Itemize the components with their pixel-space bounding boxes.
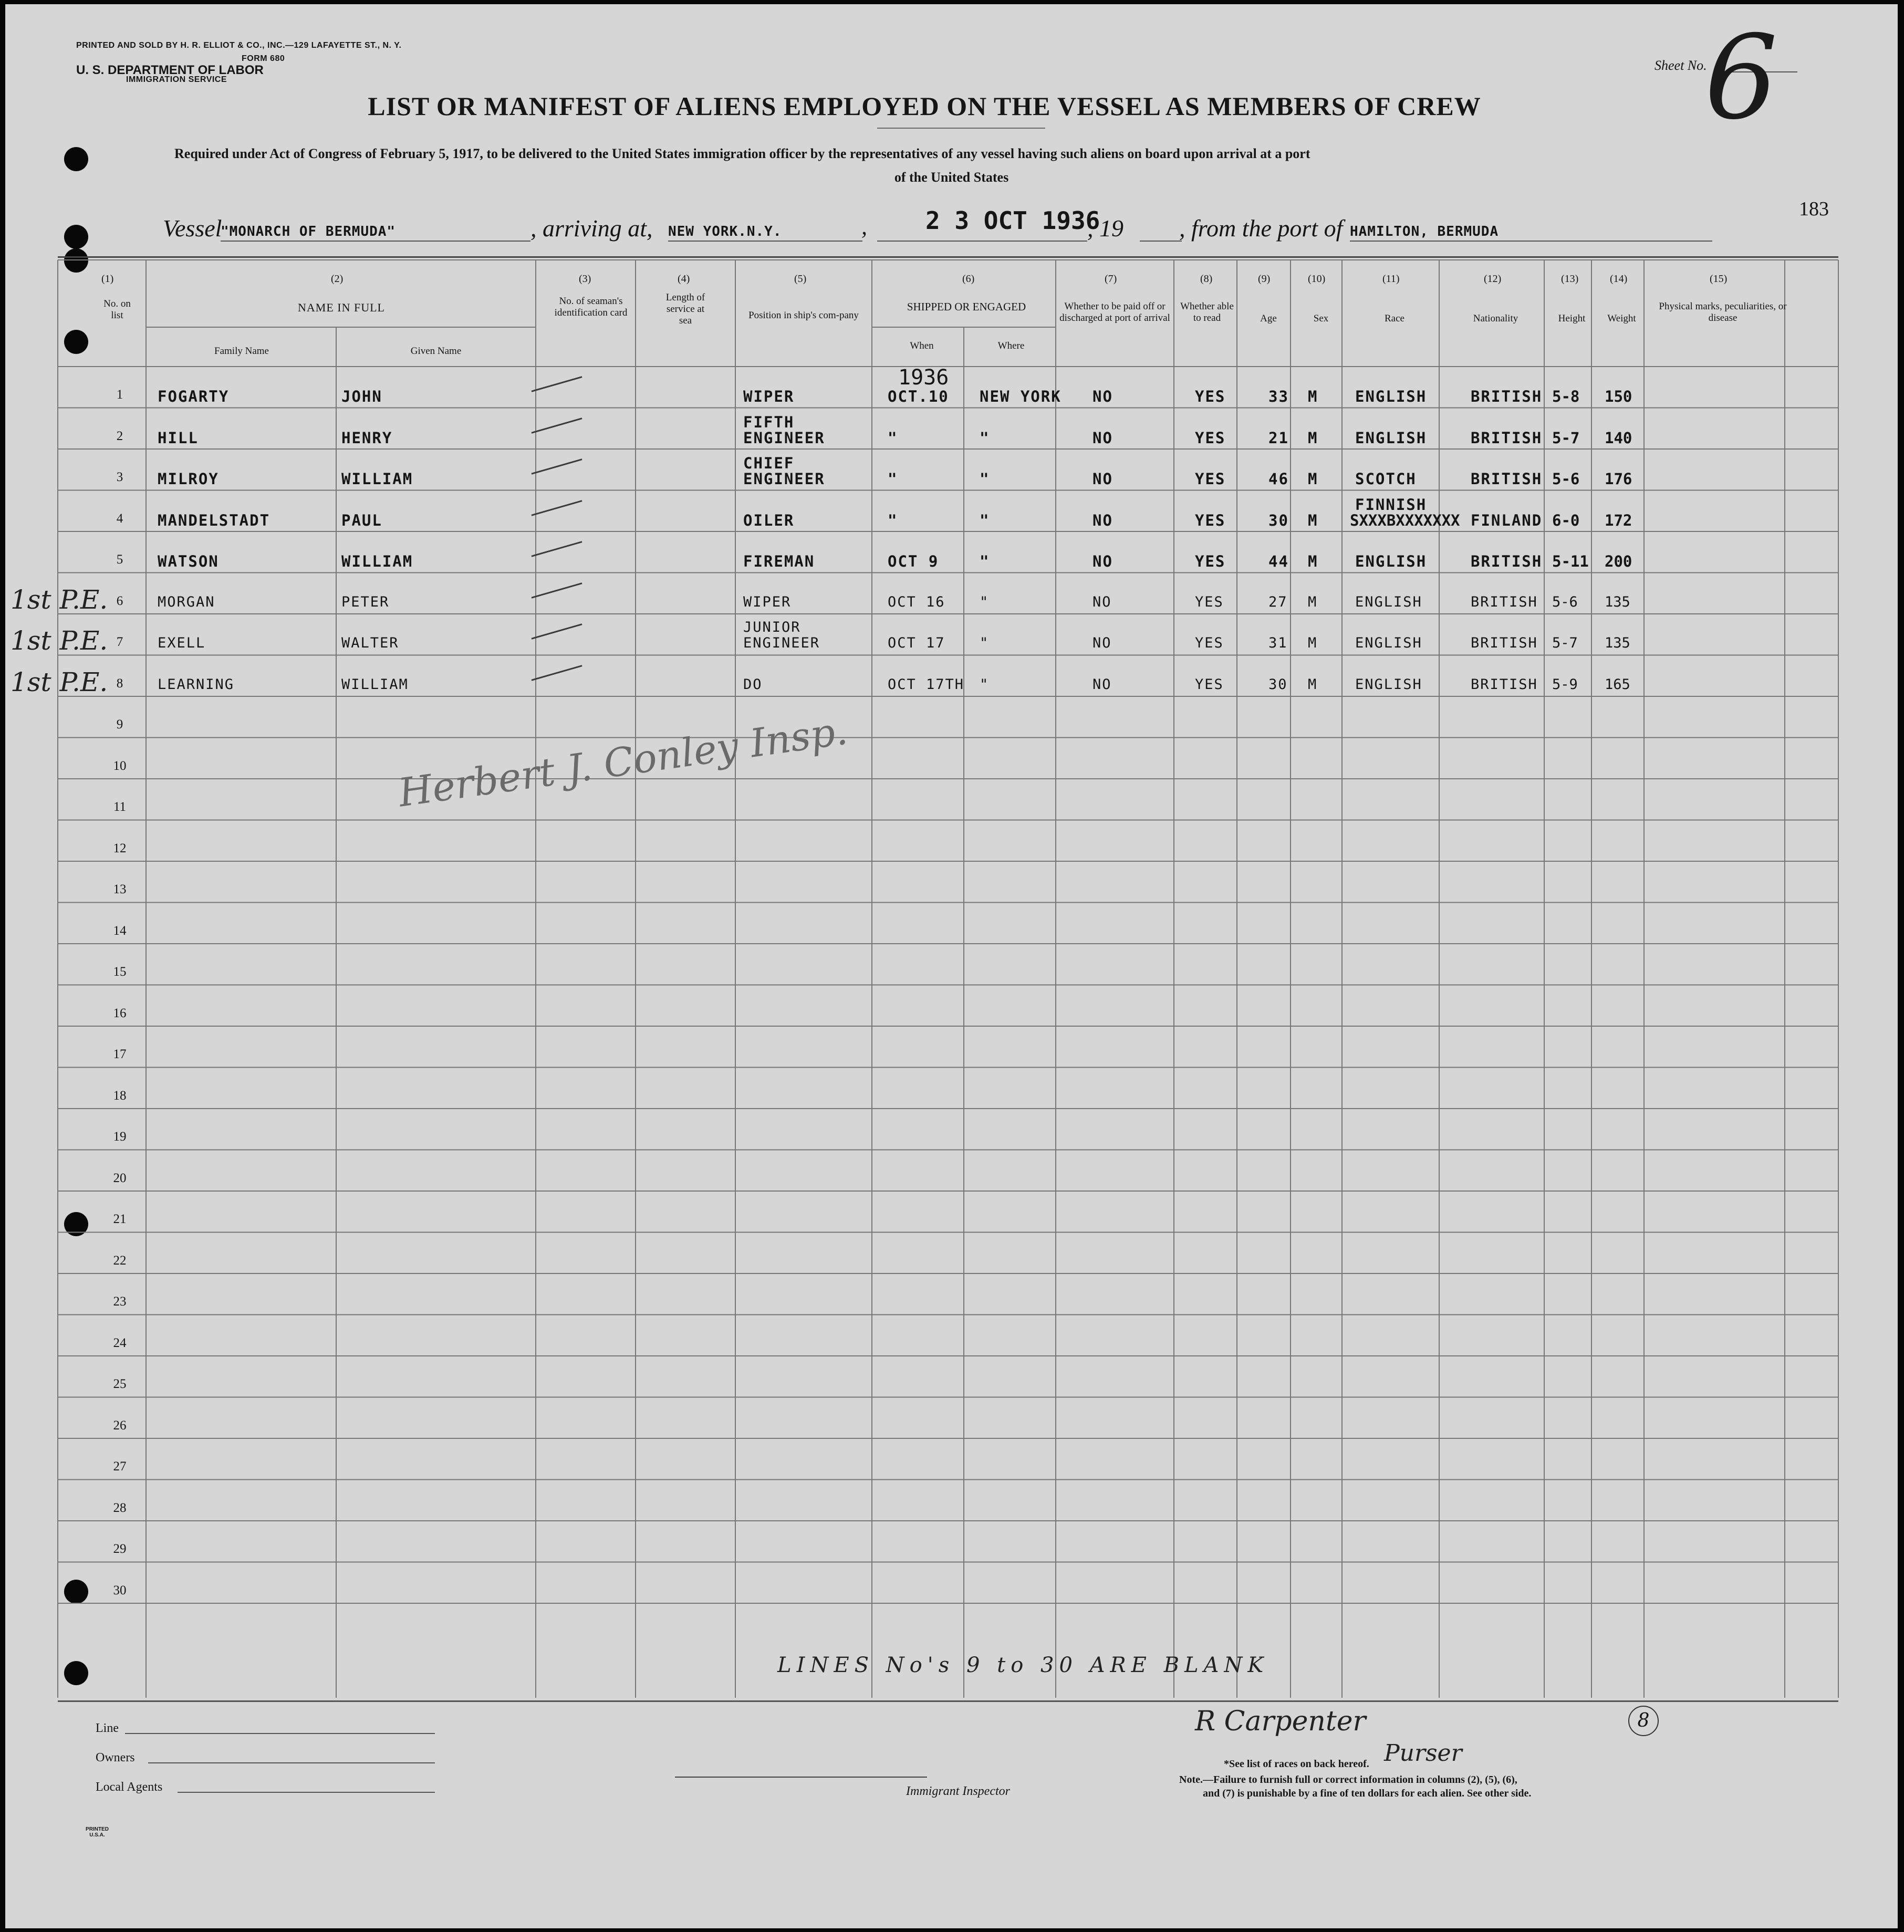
- given-name: HENRY: [341, 429, 393, 447]
- vessel-name: "MONARCH OF BERMUDA": [221, 224, 396, 239]
- position: JUNIOR: [743, 619, 801, 635]
- row-number: 3: [116, 470, 123, 484]
- col-2-label: NAME IN FULL: [298, 301, 385, 314]
- col-3-num: (3): [579, 273, 591, 285]
- col-5-num: (5): [794, 273, 807, 285]
- margin-annotation: 1st P.E.: [11, 625, 108, 656]
- height: 5-9: [1552, 676, 1578, 693]
- manifest-sheet: [5, 4, 1898, 1928]
- sheet-label: Sheet No.: [1655, 58, 1707, 73]
- weight: 135: [1605, 593, 1630, 610]
- year-label: , 19: [1087, 215, 1123, 242]
- position: ENGINEER: [743, 635, 820, 651]
- height: 5-8: [1552, 388, 1580, 405]
- age: 30: [1268, 511, 1289, 529]
- height: 5-7: [1552, 429, 1580, 447]
- sex: M: [1308, 593, 1318, 610]
- sex: M: [1308, 511, 1318, 529]
- department: U. S. DEPARTMENT OF LABOR: [76, 63, 264, 77]
- row-number: 28: [113, 1500, 127, 1515]
- purser-title: Purser: [1384, 1740, 1462, 1767]
- row-number: 17: [113, 1047, 127, 1061]
- height: 5-6: [1552, 470, 1580, 488]
- printed-mark: PRINTED U.S.A.: [86, 1826, 109, 1838]
- position: OILER: [743, 511, 795, 529]
- given-name: WALTER: [341, 635, 399, 651]
- row-number: 13: [113, 882, 127, 896]
- weight: 200: [1605, 552, 1632, 570]
- col-9-label: Age: [1260, 313, 1277, 324]
- shipped-when: OCT 17TH: [888, 676, 965, 693]
- vessel-label: Vessel: [163, 215, 222, 242]
- row-number: 4: [116, 511, 123, 526]
- age: 44: [1268, 552, 1289, 570]
- row-number: 16: [113, 1006, 127, 1020]
- shipped-when: ": [888, 429, 898, 447]
- weight: 150: [1605, 388, 1632, 405]
- row-number: 11: [113, 800, 127, 814]
- family-name: EXELL: [158, 635, 206, 651]
- row-number: 21: [113, 1212, 127, 1226]
- service: IMMIGRATION SERVICE: [126, 75, 227, 84]
- position: ENGINEER: [743, 470, 825, 488]
- col-7-label: Whether to be paid off or discharged at port of arrival: [1059, 301, 1170, 323]
- owners-field: [148, 1762, 435, 1763]
- col-6-num: (6): [962, 273, 975, 285]
- where-header: Where: [997, 340, 1025, 351]
- given-name: JOHN: [341, 388, 382, 405]
- row-number: 12: [113, 841, 127, 855]
- position: WIPER: [743, 593, 792, 610]
- row-number: 10: [113, 758, 127, 773]
- able-to-read: YES: [1195, 593, 1224, 610]
- col-14-num: (14): [1610, 273, 1628, 285]
- row-number: 1: [116, 388, 123, 402]
- position: FIFTH: [743, 413, 795, 431]
- able-to-read: YES: [1195, 635, 1224, 651]
- family-name: MILROY: [158, 470, 219, 488]
- sex: M: [1308, 429, 1318, 447]
- col-15-label: Physical marks, peculiarities, or disease: [1659, 301, 1787, 323]
- race: ENGLISH: [1355, 388, 1427, 405]
- given-name: PETER: [341, 593, 390, 610]
- shipped-where: ": [980, 429, 990, 447]
- age: 30: [1268, 676, 1288, 693]
- row-number: 9: [116, 717, 123, 732]
- shipped-when: ": [888, 511, 898, 529]
- nationality: BRITISH: [1471, 593, 1538, 610]
- race: ENGLISH: [1355, 676, 1422, 693]
- sheet-number: 6: [1704, 11, 1778, 145]
- col-8-label: Whether able to read: [1180, 301, 1234, 323]
- col-13-num: (13): [1561, 273, 1579, 285]
- position: WIPER: [743, 388, 795, 405]
- nationality: BRITISH: [1471, 635, 1538, 651]
- family-name-header: Family Name: [214, 346, 269, 357]
- row-number: 30: [113, 1583, 127, 1597]
- page-number: 183: [1799, 198, 1829, 220]
- able-to-read: YES: [1195, 429, 1226, 447]
- race: ENGLISH: [1355, 429, 1427, 447]
- purser-signature: R Carpenter: [1195, 1706, 1366, 1737]
- age: 31: [1268, 635, 1288, 651]
- arriving-port: NEW YORK.N.Y.: [668, 224, 782, 239]
- shipped-where: ": [980, 552, 990, 570]
- height: 5-11: [1552, 552, 1589, 570]
- local-agents-label: Local Agents: [96, 1780, 163, 1794]
- weight: 176: [1605, 470, 1632, 488]
- fine-note-1: Note.—Failure to furnish full or correct information in columns (2), (5), (6),: [1179, 1774, 1517, 1785]
- paid-off: NO: [1093, 388, 1113, 405]
- height: 5-6: [1552, 593, 1578, 610]
- height: 5-7: [1552, 635, 1578, 651]
- position: CHIEF: [743, 454, 795, 472]
- margin-annotation: 1st P.E.: [11, 584, 108, 615]
- given-name-header: Given Name: [410, 346, 462, 357]
- col-1-label: No. on list: [103, 298, 131, 321]
- sex: M: [1308, 470, 1318, 488]
- race: FINNISH: [1355, 495, 1427, 514]
- family-name: WATSON: [158, 552, 219, 570]
- row-number: 6: [116, 593, 123, 608]
- row-number: 26: [113, 1418, 127, 1433]
- paid-off: NO: [1093, 593, 1112, 610]
- arriving-label: , arriving at,: [530, 215, 653, 242]
- age: 33: [1268, 388, 1289, 405]
- row-number: 20: [113, 1171, 127, 1185]
- sex: M: [1308, 552, 1318, 570]
- shipped-when: OCT.10: [888, 388, 949, 405]
- col-9-num: (9): [1258, 273, 1271, 285]
- weight: 165: [1605, 676, 1630, 693]
- line-label: Line: [96, 1721, 119, 1735]
- weight: 135: [1605, 635, 1630, 651]
- sex: M: [1308, 635, 1318, 651]
- row-number: 29: [113, 1542, 127, 1556]
- age: 27: [1268, 593, 1288, 610]
- col-14-label: Weight: [1607, 313, 1636, 324]
- from-label: , from the port of: [1179, 215, 1343, 242]
- date-stamp: 2 3 OCT 1936: [925, 206, 1100, 235]
- family-name: MANDELSTADT: [158, 511, 270, 529]
- shipped-when: ": [888, 470, 898, 488]
- row-number: 19: [113, 1130, 127, 1144]
- row-number: 8: [116, 676, 123, 691]
- paid-off: NO: [1093, 429, 1113, 447]
- able-to-read: YES: [1195, 552, 1226, 570]
- paid-off: NO: [1093, 470, 1113, 488]
- row-number: 27: [113, 1459, 127, 1474]
- able-to-read: YES: [1195, 511, 1226, 529]
- col-11-label: Race: [1385, 313, 1404, 324]
- col-11-num: (11): [1382, 273, 1400, 285]
- blank-lines-note: LINES No's 9 to 30 ARE BLANK: [777, 1653, 1269, 1677]
- row-number: 2: [116, 429, 123, 443]
- shipped-when: OCT 9: [888, 552, 939, 570]
- paid-off: NO: [1093, 676, 1112, 693]
- shipped-where: ": [980, 470, 990, 488]
- race: SCOTCH: [1355, 470, 1417, 488]
- height: 6-0: [1552, 511, 1580, 529]
- nationality: BRITISH: [1471, 470, 1543, 488]
- race: ENGLISH: [1355, 593, 1422, 610]
- shipped-where: ": [980, 635, 990, 651]
- inspector-line: [675, 1777, 927, 1778]
- comma-separator: ,: [861, 214, 867, 239]
- family-name: FOGARTY: [158, 388, 230, 405]
- nationality: BRITISH: [1471, 552, 1543, 570]
- table-grid: [5, 4, 1898, 1928]
- inspector-label: Immigrant Inspector: [906, 1784, 1010, 1798]
- col-10-num: (10): [1308, 273, 1326, 285]
- position: DO: [743, 676, 763, 693]
- paid-off: NO: [1093, 552, 1113, 570]
- row-number: 7: [116, 635, 123, 649]
- col-10-label: Sex: [1313, 313, 1329, 324]
- race: ENGLISH: [1355, 552, 1427, 570]
- from-port: HAMILTON, BERMUDA: [1350, 224, 1499, 239]
- sex: M: [1308, 388, 1318, 405]
- nationality: BRITISH: [1471, 388, 1543, 405]
- col-4-num: (4): [678, 273, 690, 285]
- nationality: BRITISH: [1471, 429, 1543, 447]
- row-number: 5: [116, 552, 123, 567]
- col-2-num: (2): [331, 273, 344, 285]
- footer-rule: [58, 1700, 1838, 1702]
- line-field: [125, 1733, 435, 1734]
- able-to-read: YES: [1195, 388, 1226, 405]
- age: 21: [1268, 429, 1289, 447]
- col-7-num: (7): [1105, 273, 1117, 285]
- shipped-where: ": [980, 593, 990, 610]
- row-number: 24: [113, 1335, 127, 1350]
- race: ENGLISH: [1355, 635, 1422, 651]
- paid-off: NO: [1093, 635, 1112, 651]
- shipped-where: NEW YORK: [980, 388, 1062, 405]
- weight: 140: [1605, 429, 1632, 447]
- row-number: 25: [113, 1377, 127, 1391]
- weight: 172: [1605, 511, 1632, 529]
- fine-note-2: and (7) is punishable by a fine of ten dollars for each alien. See other side.: [1203, 1788, 1532, 1799]
- family-name: HILL: [158, 429, 199, 447]
- col-12-num: (12): [1484, 273, 1502, 285]
- local-agents-field: [178, 1792, 435, 1793]
- col-3-label: No. of seaman's identification card: [554, 296, 628, 318]
- col-13-label: Height: [1558, 313, 1586, 324]
- page-title: LIST OR MANIFEST OF ALIENS EMPLOYED ON THE VESSEL AS MEMBERS OF CREW: [368, 91, 1481, 121]
- nationality: FINLAND: [1471, 511, 1543, 529]
- shipped-when: OCT 17: [888, 635, 945, 651]
- col-8-num: (8): [1200, 273, 1213, 285]
- row-number: 23: [113, 1294, 127, 1309]
- col-4-label: Length of service at sea: [665, 292, 705, 326]
- requirement-text-2: of the United States: [894, 170, 1009, 185]
- shipped-when: OCT 16: [888, 593, 945, 610]
- printer-credit: PRINTED AND SOLD BY H. R. ELLIOT & CO., INC.—129 LAFAYETTE ST., N. Y.: [76, 41, 402, 50]
- shipped-where: ": [980, 676, 990, 693]
- position: FIREMAN: [743, 552, 815, 570]
- given-name: WILLIAM: [341, 552, 413, 570]
- circled-number: 8: [1628, 1706, 1659, 1736]
- family-name: LEARNING: [158, 676, 235, 693]
- family-name: MORGAN: [158, 593, 215, 610]
- col-15-num: (15): [1710, 273, 1728, 285]
- given-name: WILLIAM: [341, 470, 413, 488]
- row-number: 18: [113, 1088, 127, 1103]
- row-number: 14: [113, 923, 127, 938]
- margin-annotation: 1st P.E.: [11, 666, 108, 697]
- sex: M: [1308, 676, 1318, 693]
- inspector-signature: Herbert J. Conley Insp.: [396, 708, 850, 816]
- able-to-read: YES: [1195, 470, 1226, 488]
- owners-label: Owners: [96, 1751, 135, 1764]
- form-number: FORM 680: [242, 54, 285, 63]
- given-name: PAUL: [341, 511, 382, 529]
- paid-off: NO: [1093, 511, 1113, 529]
- requirement-text: Required under Act of Congress of February 5, 1917, to be delivered to the United States immigration officer by the representatives of any vessel having such aliens on board upon arrival at a port: [174, 146, 1310, 161]
- col-6-label: SHIPPED OR ENGAGED: [907, 300, 1026, 313]
- col-1-num: (1): [101, 273, 114, 285]
- able-to-read: YES: [1195, 676, 1224, 693]
- shipped-year: 1936: [898, 365, 949, 390]
- when-header: When: [910, 340, 934, 351]
- row-number: 22: [113, 1253, 127, 1268]
- col-12-label: Nationality: [1473, 313, 1518, 324]
- position: ENGINEER: [743, 429, 825, 447]
- shipped-where: ": [980, 511, 990, 529]
- nationality: BRITISH: [1471, 676, 1538, 693]
- row-number: 15: [113, 965, 127, 979]
- age: 46: [1268, 470, 1289, 488]
- race-struck: SXXXBXXXXXXX: [1350, 511, 1460, 529]
- given-name: WILLIAM: [341, 676, 409, 693]
- col-5-label: Position in ship's com-pany: [748, 310, 859, 321]
- races-note: *See list of races on back hereof.: [1224, 1758, 1369, 1770]
